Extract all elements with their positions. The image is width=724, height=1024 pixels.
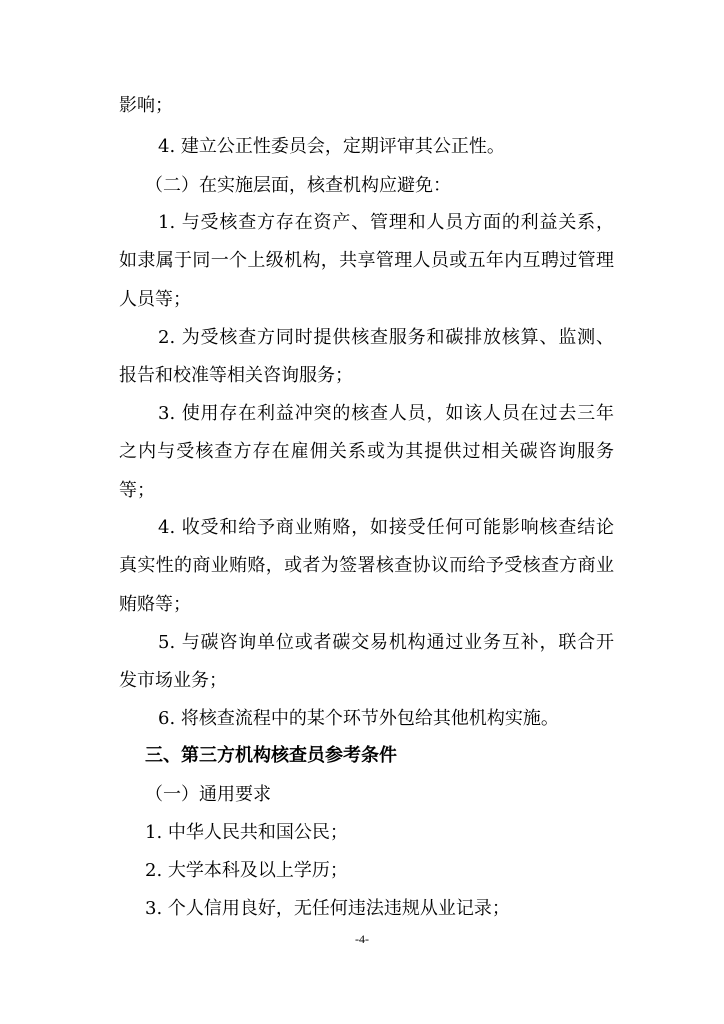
page-number: -4- (355, 932, 369, 946)
text-line: 人员等； (119, 289, 191, 310)
text-line: 1. 与受核查方存在资产、管理和人员方面的利益关系， (158, 212, 614, 233)
text-line: 2. 大学本科及以上学历； (145, 860, 348, 881)
text-line: 贿赂等； (119, 594, 191, 615)
text-line: 影响； (119, 95, 173, 116)
text-line: 之内与受核查方存在雇佣关系或为其提供过相关碳咨询服务 (119, 441, 614, 462)
subsection-heading: （一）通用要求 (145, 784, 271, 805)
text-line: 如隶属于同一个上级机构，共享管理人员或五年内互聘过管理 (119, 250, 614, 271)
text-line: 6. 将核查流程中的某个环节外包给其他机构实施。 (158, 708, 559, 729)
section-heading: 三、第三方机构核查员参考条件 (145, 745, 397, 766)
text-line: 1. 中华人民共和国公民； (145, 822, 348, 843)
text-line: 4. 建立公正性委员会，定期评审其公正性。 (158, 136, 505, 157)
text-line: 5. 与碳咨询单位或者碳交易机构通过业务互补，联合开 (158, 632, 614, 653)
text-line: 真实性的商业贿赂，或者为签署核查协议而给予受核查方商业 (119, 555, 614, 576)
text-line: 等； (119, 480, 155, 501)
text-line: 3. 个人信用良好，无任何违法违规从业记录； (145, 898, 510, 919)
text-line: 发市场业务； (119, 670, 227, 691)
text-line: 报告和校准等相关咨询服务； (119, 365, 353, 386)
text-line: 3. 使用存在利益冲突的核查人员，如该人员在过去三年 (158, 403, 614, 424)
text-line: 4. 收受和给予商业贿赂，如接受任何可能影响核查结论 (158, 517, 614, 538)
text-line: 2. 为受核查方同时提供核查服务和碳排放核算、监测、 (158, 327, 614, 348)
text-line: （二）在实施层面，核查机构应避免： (145, 175, 451, 196)
